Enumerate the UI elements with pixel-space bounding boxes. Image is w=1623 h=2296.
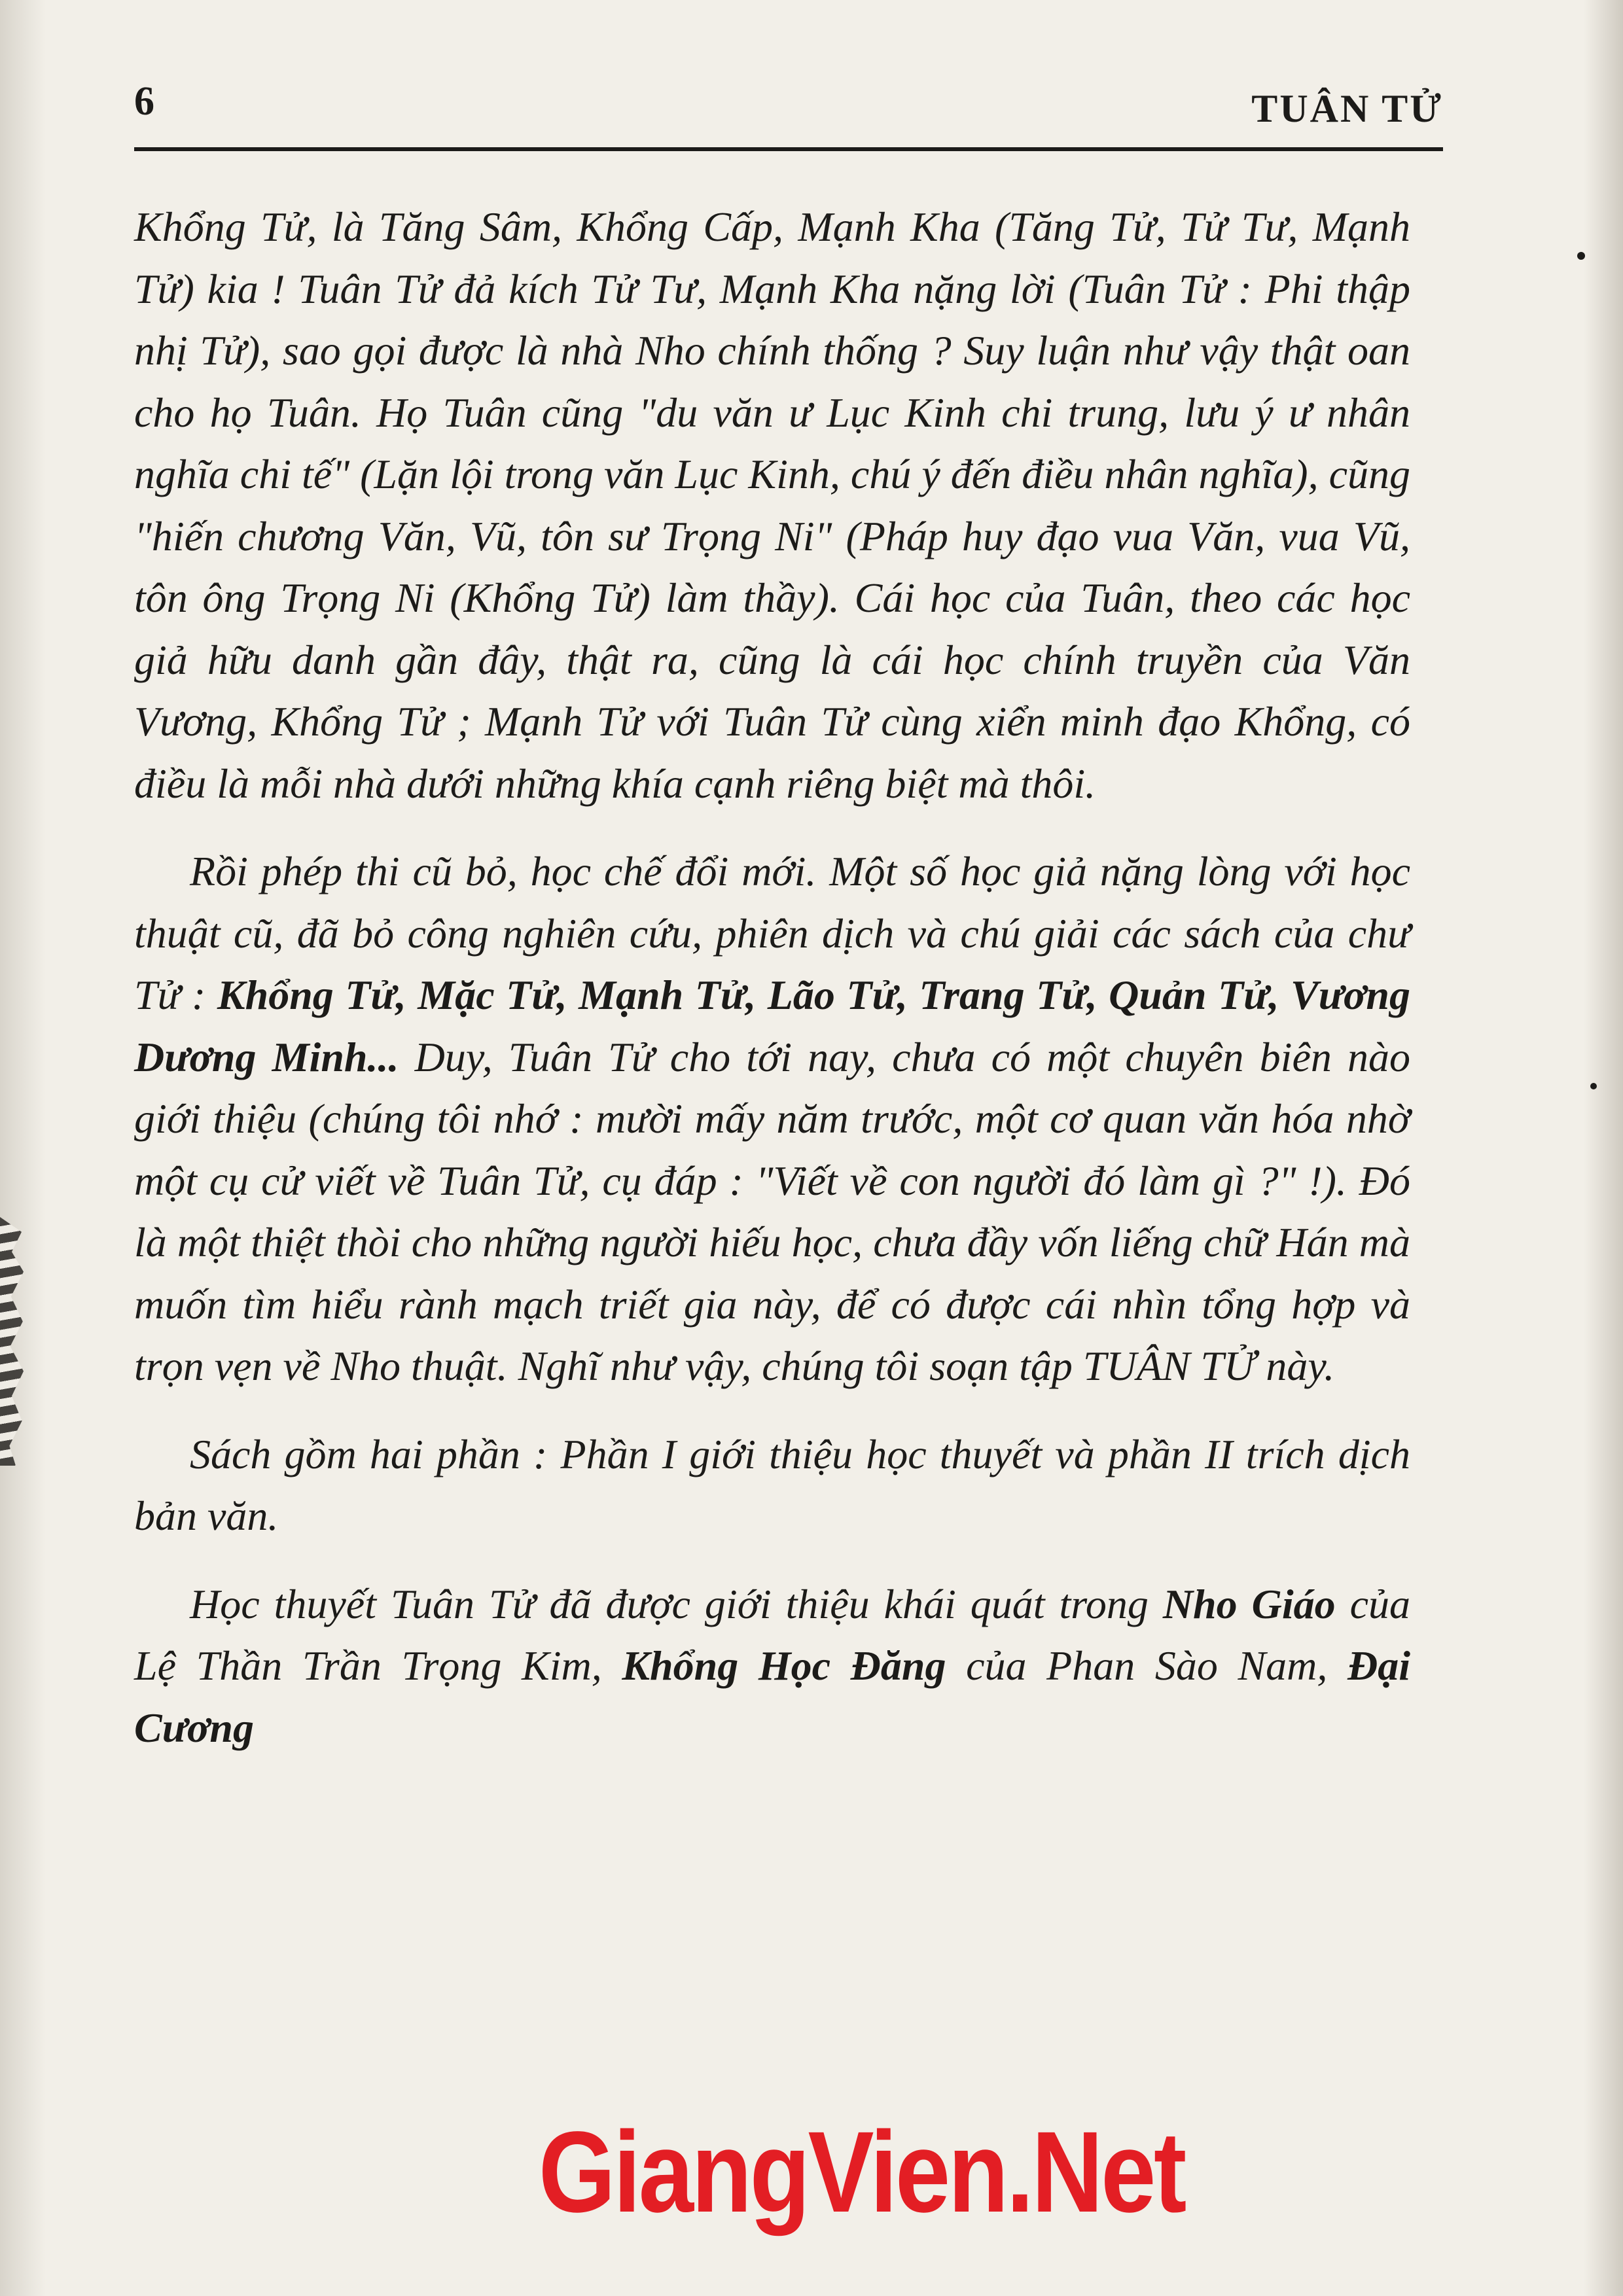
paragraph	[134, 841, 1410, 1398]
page-number: 6	[134, 79, 154, 124]
header-rule	[134, 147, 1443, 151]
scan-speck	[1590, 1083, 1597, 1089]
paragraph	[134, 1424, 1410, 1547]
paragraph-text: Sách gồm hai phần : Phần I giới thiệu học thuyết và phần II trích dịch bản văn.	[134, 1430, 1410, 1539]
paragraph	[134, 1574, 1410, 1759]
paragraph-text: của Lệ Thần Trần Trọng Kim,	[134, 1580, 1411, 1689]
paragraph-text: Học thuyết Tuân Tử đã được giới thiệu khái quát trong	[190, 1580, 1163, 1627]
paragraph-text: của Phan S	[946, 1642, 1176, 1689]
paragraph	[134, 196, 1410, 815]
right-page-shadow	[1584, 0, 1623, 2296]
paragraph-text: Rồi phép thi cũ bỏ, học chế đổi mới. Một số học giả nặng lòng với học thuật cũ, đã bỏ công nghiên cứu, phiên dịch và chú giải các sách của chư Tử :	[134, 848, 1410, 1018]
bold-title-text: Khổng Học Đăng	[622, 1642, 946, 1689]
scan-speck	[1577, 252, 1585, 260]
paragraph-text: ào Nam,	[1175, 1642, 1347, 1689]
paragraph-text: Duy, Tuân Tử cho tới nay, chưa có một chuyên biên nào giới thiệu (chúng tôi nhớ : mười mấy năm trước, một cơ quan văn hóa nhờ một cụ cử viết về Tuân Tử, cụ đáp : "Viết về con người đó làm gì ?" !). Đó là một thiệt thòi cho những người hiếu học, chưa đầy vốn liếng chữ Hán mà muốn tìm hiểu rành mạch triết gia này, để có được cái nhìn tổng hợp và trọn vẹn về Nho thuật. Nghĩ như vậy, chúng tôi soạn tập TUÂN TỬ này.	[134, 1033, 1411, 1389]
bold-title-text: Nho Giáo	[1162, 1580, 1336, 1627]
bold-title-text: Đại Cương	[134, 1642, 1410, 1751]
body-text	[134, 196, 1410, 1759]
bold-title-text: Khổng Tử, Mặc Tử, Mạnh Tử, Lão Tử, Trang Tử, Quản Tử, Vương Dương Minh...	[134, 972, 1411, 1080]
page-header	[134, 72, 1443, 144]
paragraph-text: Khổng Tử, là Tăng Sâm, Khổng Cấp, Mạnh Kha (Tăng Tử, Tử Tư, Mạnh Tử) kia ! Tuân Tử đả kích Tử Tư, Mạnh Kha nặng lời (Tuân Tử : Phi thập nhị Tử), sao gọi được là nhà Nho chính thống ? Suy luận như vậy thật oan cho họ Tuân. Họ Tuân cũng "du văn ư Lục Kinh chi trung, lưu ý ư nhân nghĩa chi tế" (Lặn lội trong văn Lục Kinh, chú ý đến điều nhân nghĩa), cũng "hiến chương Văn, Vũ, tôn sư Trọng Ni" (Pháp huy đạo vua Văn, vua Vũ, tôn ông Trọng Ni (Khổng Tử) làm thầy). Cái học của Tuân, theo các học giả hữu danh gần đây, thật ra, cũng là cái học chính truyền của Văn Vương, Khổng Tử ; Mạnh Tử với Tuân Tử cùng xiển minh đạo Khổng, có điều là mỗi nhà dưới những khía cạnh riêng biệt mà thôi.	[134, 203, 1410, 807]
running-title: TUÂN TỬ	[1251, 87, 1443, 130]
watermark: GiangVien.Net	[538, 2108, 1185, 2236]
left-page-shadow	[0, 0, 46, 2296]
